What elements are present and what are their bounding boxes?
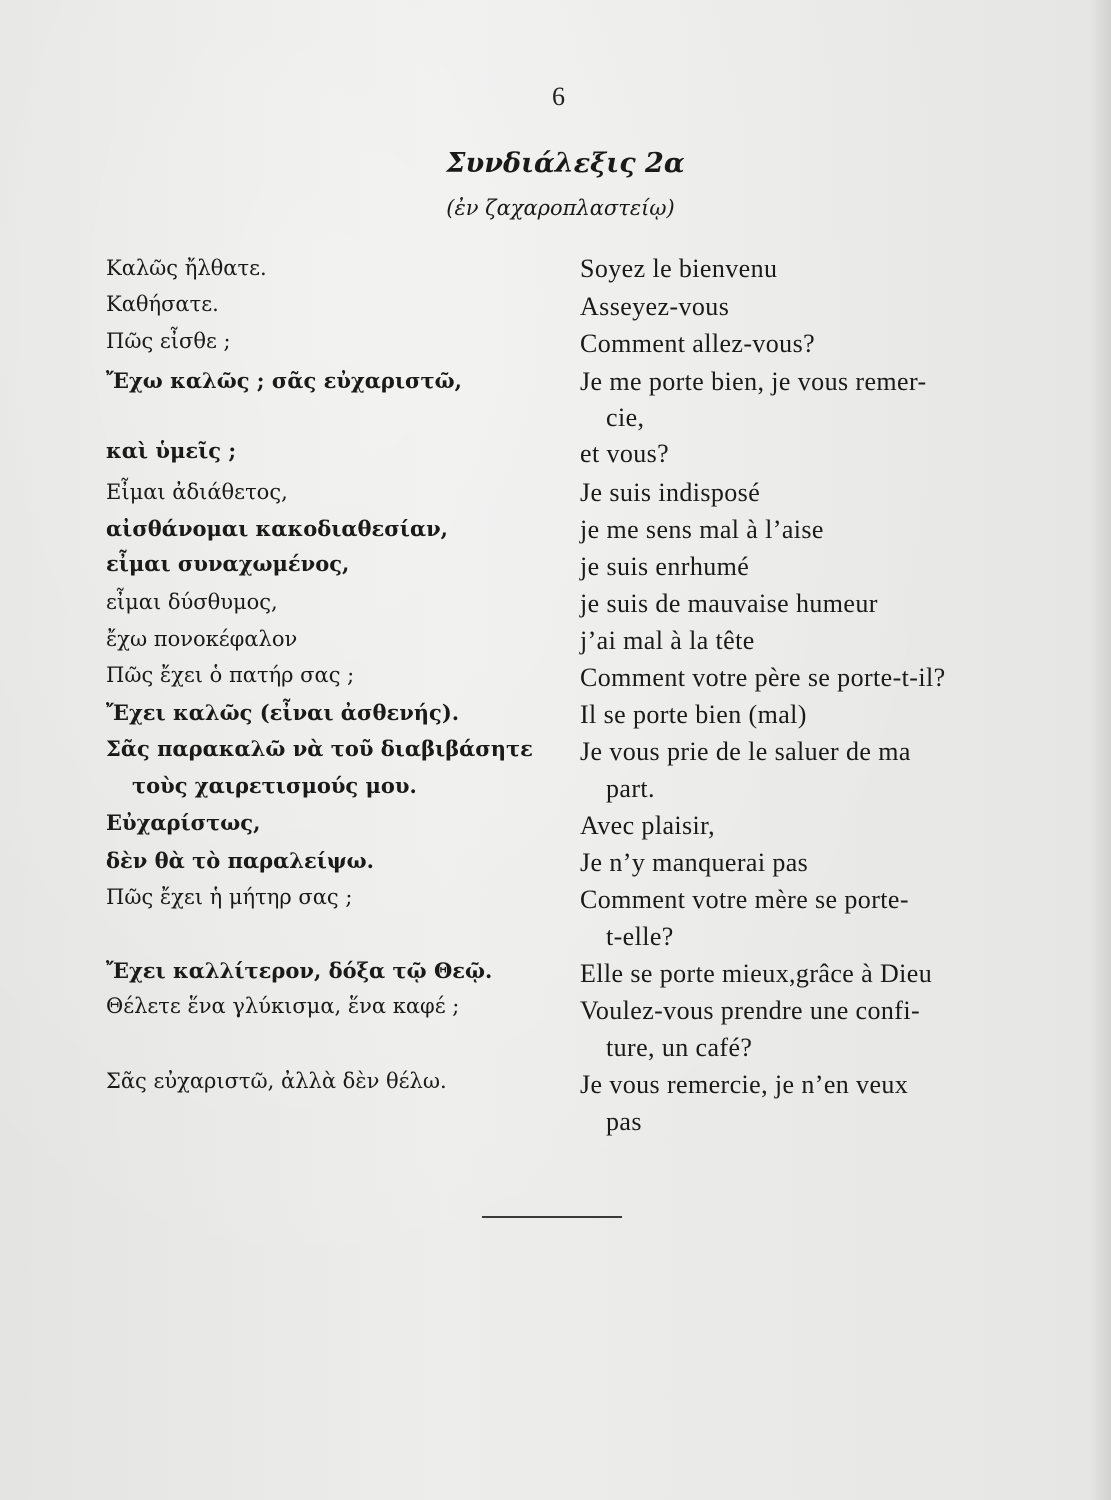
greek-line: Θέλετε ἕνα γλύκισμα, ἕνα καφέ ; xyxy=(106,994,460,1018)
greek-line: Πῶς εἶσθε ; xyxy=(106,329,231,353)
greek-line: Ἔχει καλλίτερον, δόξα τῷ Θεῷ. xyxy=(106,958,493,983)
greek-line: Σᾶς παρακαλῶ νὰ τοῦ διαβιβάσητε xyxy=(106,736,533,761)
french-line: Je vous prie de le saluer de ma xyxy=(580,737,911,766)
french-line: Elle se porte mieux,grâce à Dieu xyxy=(580,959,933,988)
french-line: Comment allez-vous? xyxy=(580,329,816,358)
greek-line: καὶ ὑμεῖς ; xyxy=(106,438,237,463)
french-line: Je vous remercie, je n’en veux xyxy=(580,1070,909,1099)
french-line: et vous? xyxy=(580,439,670,468)
greek-line: δὲν θὰ τὸ παραλείψω. xyxy=(106,848,374,873)
greek-line: τοὺς χαιρετισμούς μου. xyxy=(132,773,417,798)
french-line: Je me porte bien, je vous remer- xyxy=(580,367,927,396)
french-line: Soyez le bienvenu xyxy=(580,254,778,283)
french-line: j’ai mal à la tête xyxy=(580,626,755,655)
greek-line: εἶμαι συναχωμένος, xyxy=(106,551,350,576)
section-divider xyxy=(482,1216,622,1218)
greek-line: ἔχω πονοκέφαλον xyxy=(106,627,298,651)
french-line: cie, xyxy=(606,403,645,432)
french-line: Voulez-vous prendre une confi- xyxy=(580,996,921,1025)
french-line: Comment votre mère se porte- xyxy=(580,885,909,914)
greek-line: Σᾶς εὐχαριστῶ, ἀλλὰ δὲν θέλω. xyxy=(106,1069,447,1093)
greek-line: Εὐχαρίστως, xyxy=(106,810,261,835)
greek-line: εἶμαι δύσθυμος, xyxy=(106,590,278,614)
greek-line: αἰσθάνομαι κακοδιαθεσίαν, xyxy=(106,516,448,541)
french-line: je me sens mal à l’aise xyxy=(580,515,824,544)
french-line: pas xyxy=(606,1107,642,1136)
greek-line: Καθήσατε. xyxy=(106,292,219,316)
french-line: je suis enrhumé xyxy=(580,552,750,581)
greek-line: Ἔχει καλῶς (εἶναι ἀσθενής). xyxy=(106,700,460,725)
greek-line: Καλῶς ἤλθατε. xyxy=(106,256,267,280)
greek-line: Πῶς ἔχει ἡ μήτηρ σας ; xyxy=(106,885,353,909)
french-line: Avec plaisir, xyxy=(580,811,716,840)
greek-line: Ἔχω καλῶς ; σᾶς εὐχαριστῶ, xyxy=(106,368,462,393)
dialogue-subtitle: (ἐν ζαχαροπλαστείῳ) xyxy=(446,196,675,220)
french-line: Asseyez-vous xyxy=(580,292,730,321)
french-line: Je n’y manquerai pas xyxy=(580,848,809,877)
french-line: je suis de mauvaise humeur xyxy=(580,589,878,618)
french-line: t-elle? xyxy=(606,922,674,951)
french-line: Je suis indisposé xyxy=(580,478,761,507)
french-line: ture, un café? xyxy=(606,1033,753,1062)
dialogue-title: Συνδιάλεξις 2α xyxy=(446,148,685,179)
greek-line: Πῶς ἔχει ὁ πατήρ σας ; xyxy=(106,663,355,687)
french-line: Il se porte bien (mal) xyxy=(580,700,807,729)
page-edge-shadow xyxy=(1089,0,1111,1500)
page-number: 6 xyxy=(552,82,565,111)
french-line: Comment votre père se porte-t-il? xyxy=(580,663,946,692)
greek-line: Εἶμαι ἀδιάθετος, xyxy=(106,480,288,504)
french-line: part. xyxy=(606,774,655,803)
